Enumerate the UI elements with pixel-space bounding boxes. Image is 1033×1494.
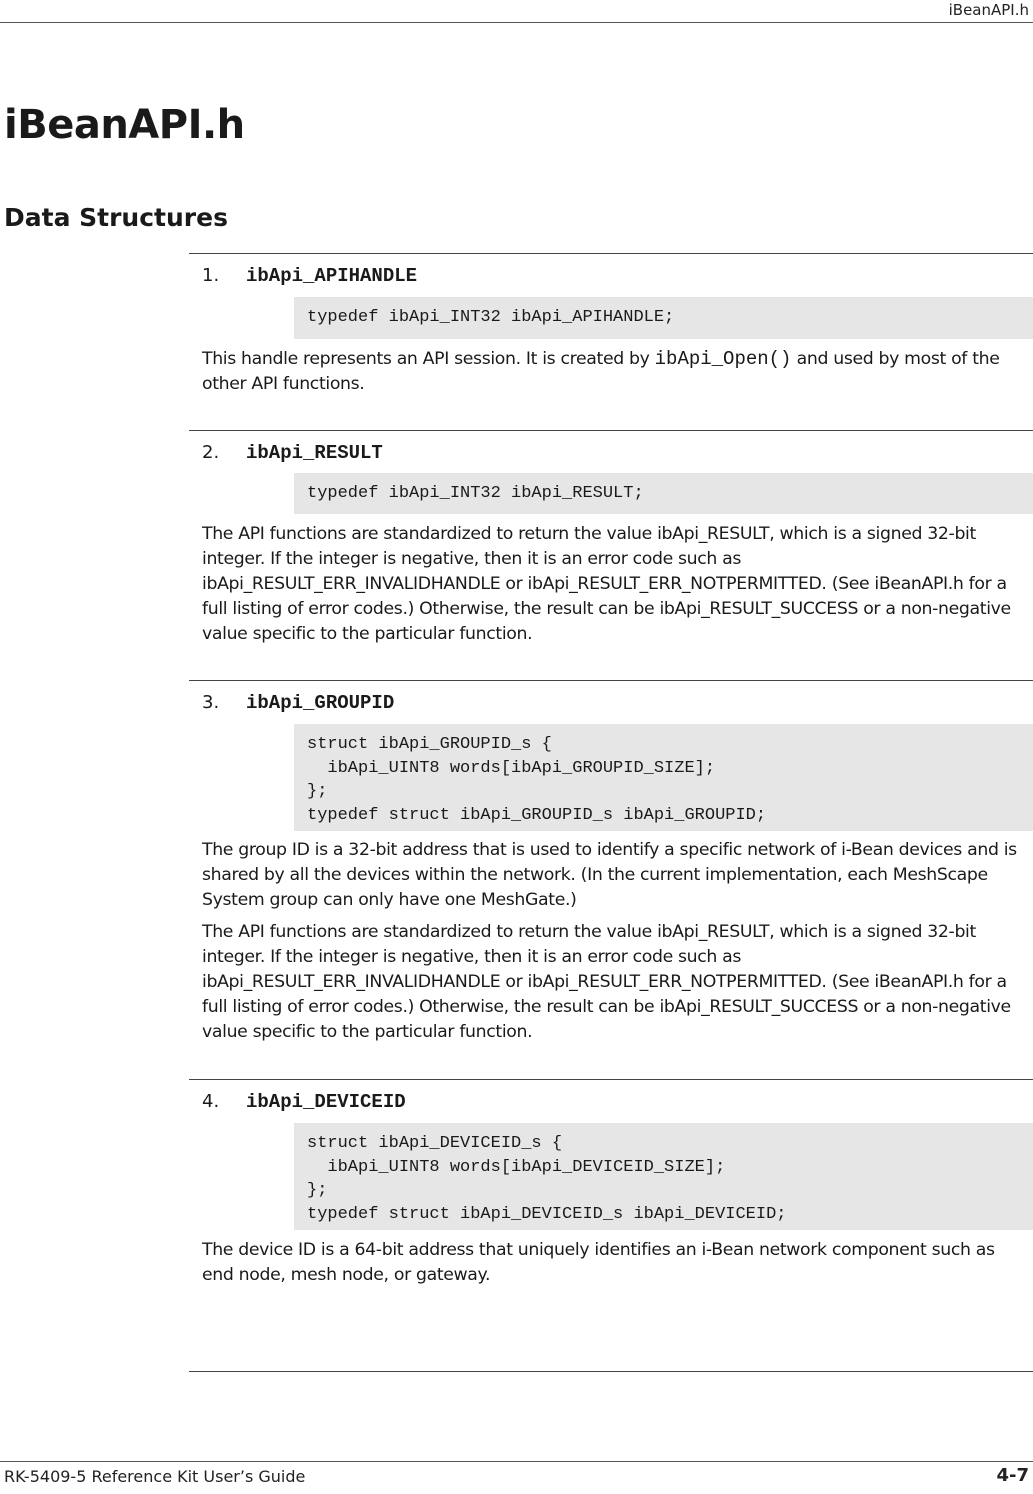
entry-number: 2. <box>202 442 220 463</box>
running-footer <box>0 1461 1033 1494</box>
running-header <box>0 0 1033 23</box>
footer-guide-title: RK-5409-5 Reference Kit User’s Guide <box>4 1467 306 1486</box>
entry-number: 4. <box>202 1091 220 1112</box>
description-text: and used by most of the other API functions. <box>202 349 1000 394</box>
entry-name: ibApi_APIHANDLE <box>246 265 418 287</box>
entry-description: The API functions are standardized to return the value ibApi_RESULT, which is a signed 32-bit integer. If the integer is negative, then it is an error code such as ibApi_RESULT_ERR_INVALIDHANDLE or ibApi_RESULT_ERR_NOTPERMITTED. (See iBeanAPI.h for a full listing of error codes.) Otherwise, the result can be ibApi_RESULT_SUCCESS or a non-negative value specific to the particular function. <box>202 922 1011 1042</box>
entry-apihandle <box>189 253 1033 430</box>
entry-heading <box>202 692 394 716</box>
page-number: 4-7 <box>996 1465 1029 1486</box>
entry-heading <box>202 1091 406 1115</box>
entry-heading <box>202 265 417 289</box>
entry-deviceid <box>189 1079 1033 1372</box>
code-block: struct ibApi_GROUPID_s { ibApi_UINT8 words[ibApi_GROUPID_SIZE]; }; typedef struct ibApi_GROUPID_s ibApi_GROUPID; <box>294 724 1033 831</box>
entry-description: The API functions are standardized to return the value ibApi_RESULT, which is a signed 32-bit integer. If the integer is negative, then it is an error code such as ibApi_RESULT_ERR_INVALIDHANDLE or ibApi_RESULT_ERR_NOTPERMITTED. (See iBeanAPI.h for a full listing of error codes.) Otherwise, the result can be ibApi_RESULT_SUCCESS or a non-negative value specific to the particular function. <box>202 524 1011 644</box>
entry-name: ibApi_GROUPID <box>246 692 395 714</box>
entry-name: ibApi_DEVICEID <box>246 1091 406 1113</box>
running-header-title: iBeanAPI.h <box>948 1 1029 19</box>
code-block: typedef ibApi_INT32 ibApi_RESULT; <box>294 473 1033 514</box>
description-text: This handle represents an API session. It is created by <box>202 349 655 369</box>
entry-heading <box>202 442 383 466</box>
page-title: iBeanAPI.h <box>4 102 245 148</box>
entry-description: The group ID is a 32-bit address that is used to identify a specific network of i-Bean devices and is shared by all the devices within the network. (In the current implementation, each MeshScape System group can only have one MeshGate.) <box>202 840 1017 910</box>
entry-description <box>202 347 1030 397</box>
code-block: typedef ibApi_INT32 ibApi_APIHANDLE; <box>294 297 1033 339</box>
entry-number: 3. <box>202 692 220 713</box>
entry-result <box>189 430 1033 681</box>
inline-code: ibApi_Open() <box>654 348 792 370</box>
entry-name: ibApi_RESULT <box>246 442 383 464</box>
bottom-rule <box>189 1371 1033 1372</box>
entry-description: The device ID is a 64-bit address that uniquely identifies an i-Bean network component such as end node, mesh node, or gateway. <box>202 1240 995 1285</box>
code-block: struct ibApi_DEVICEID_s { ibApi_UINT8 words[ibApi_DEVICEID_SIZE]; }; typedef struct ibApi_DEVICEID_s ibApi_DEVICEID; <box>294 1123 1033 1230</box>
section-title: Data Structures <box>4 203 228 232</box>
entry-number: 1. <box>202 265 220 286</box>
entry-groupid <box>189 680 1033 1080</box>
